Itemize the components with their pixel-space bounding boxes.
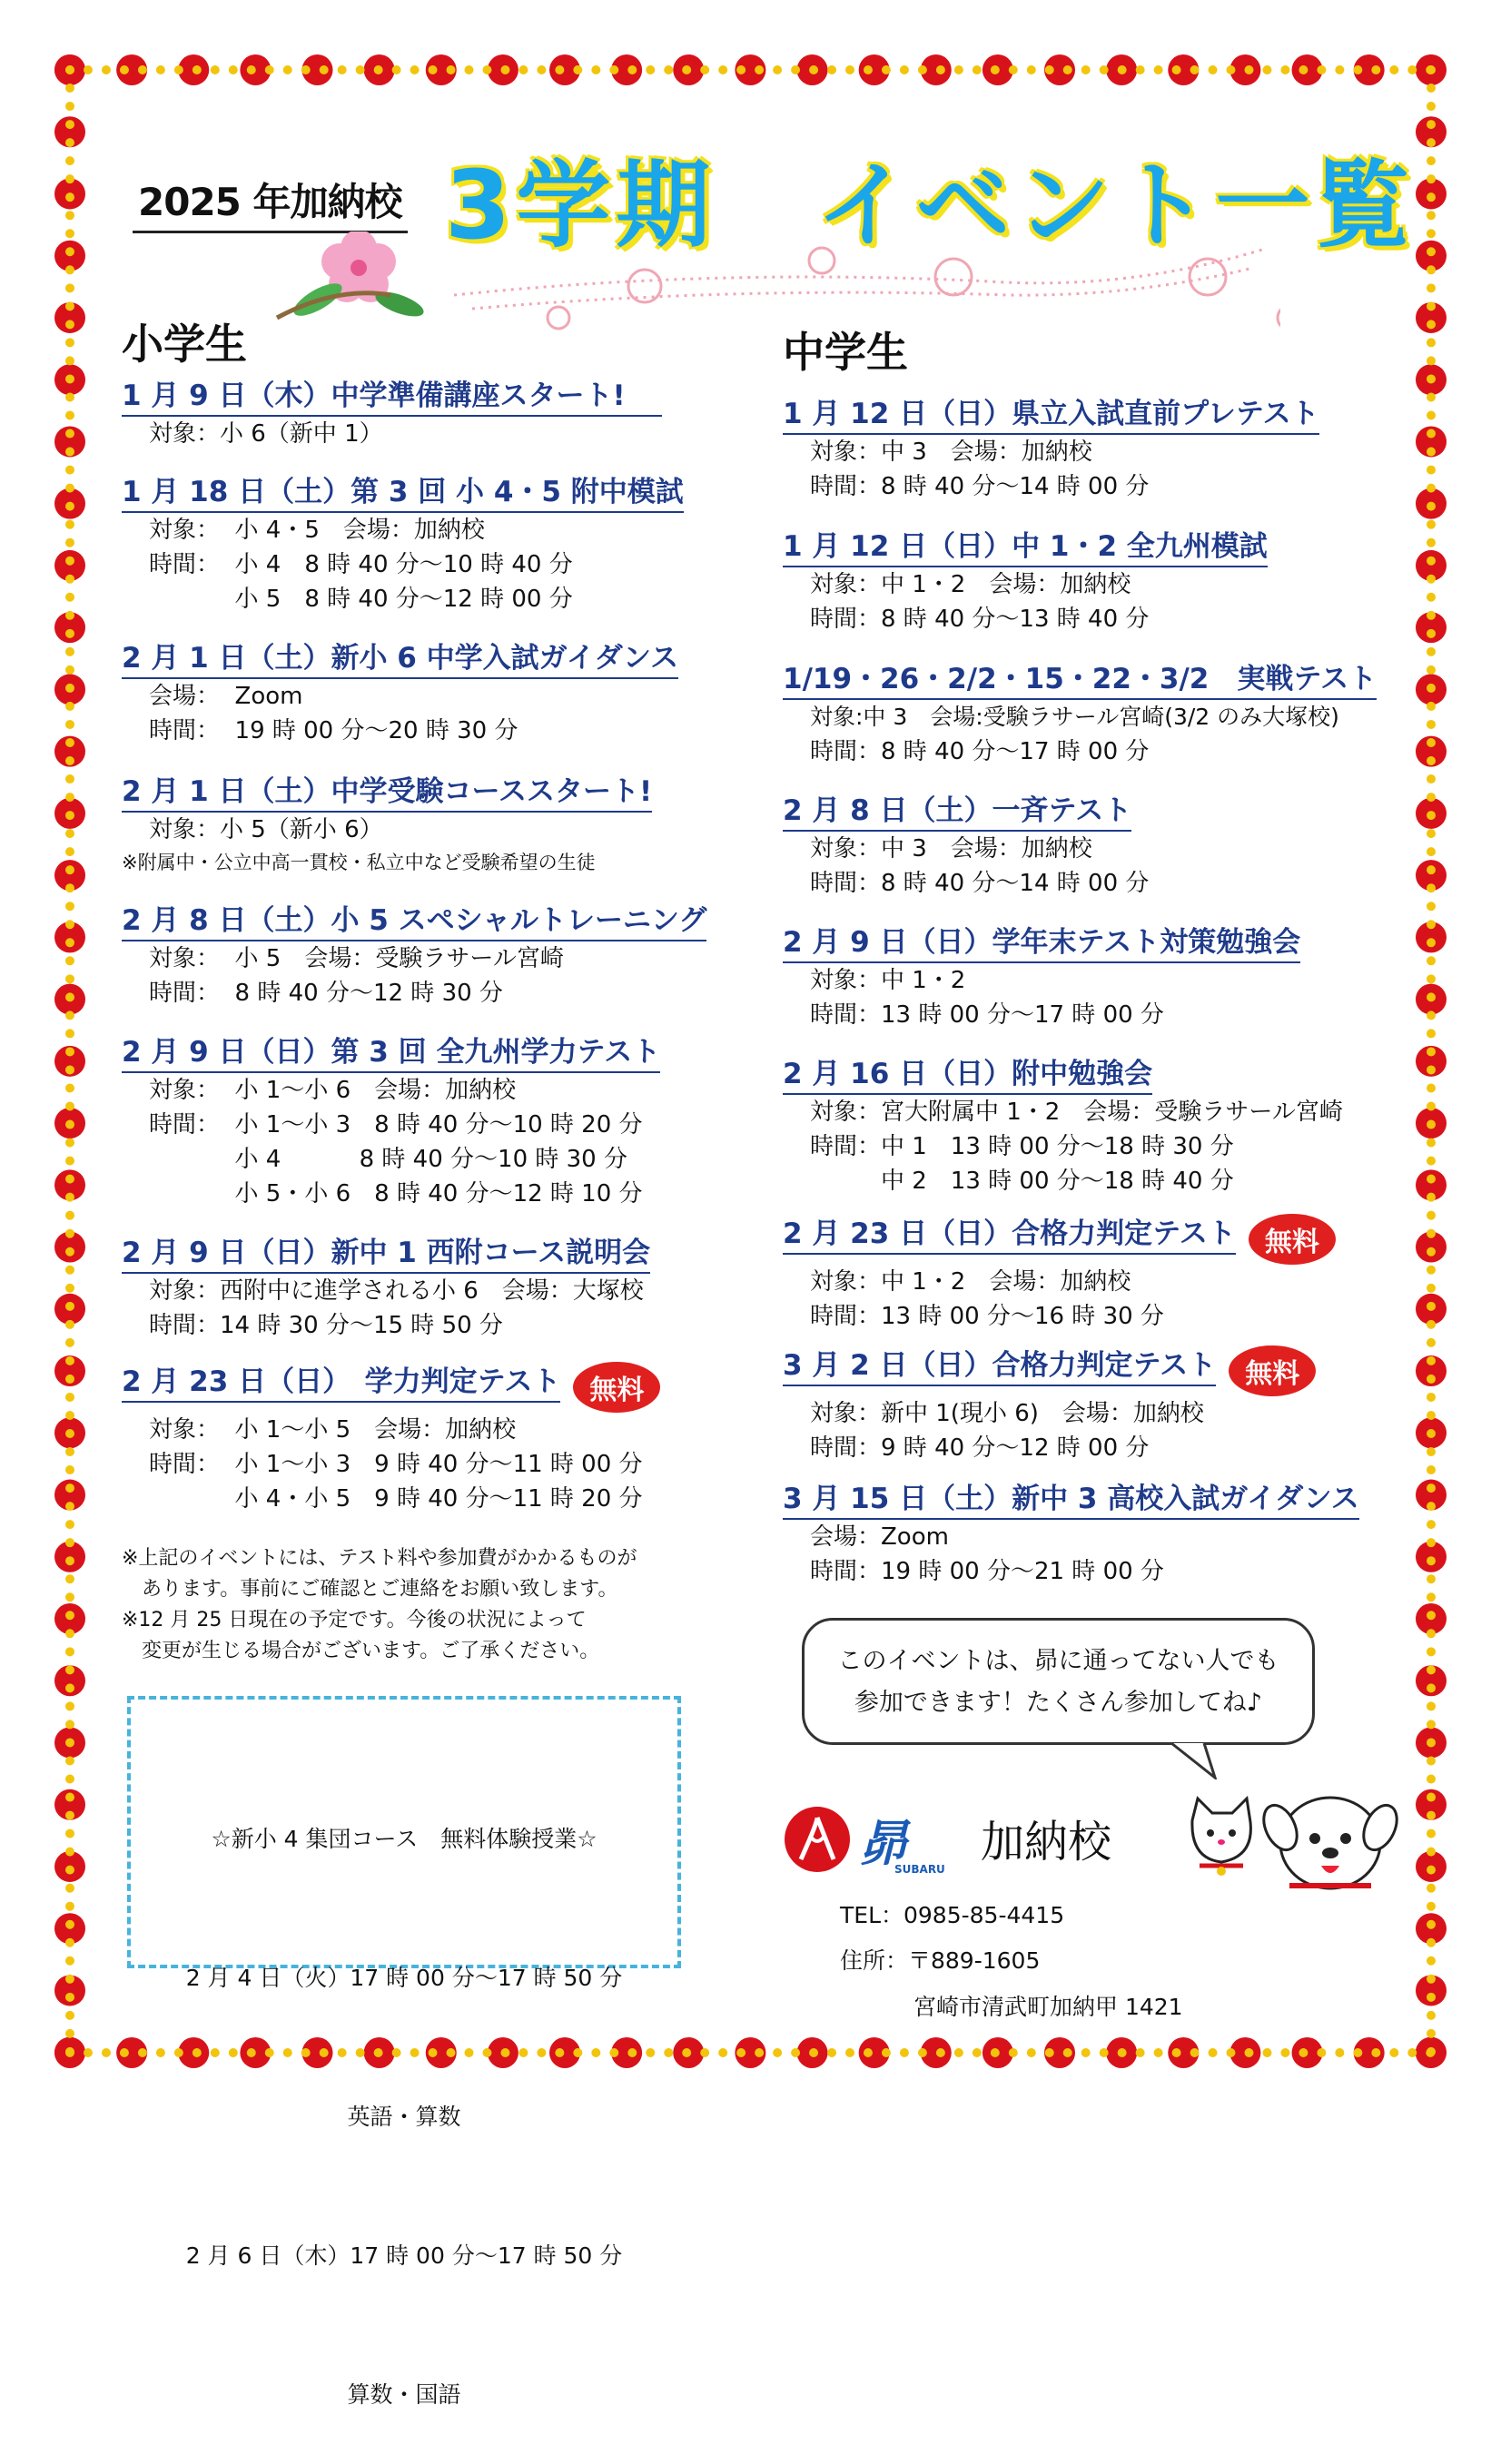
- event-detail: 対象： 小 1〜小 6 会場：加納校: [149, 1077, 517, 1104]
- event-detail: 対象：中 3 会場：加納校: [810, 835, 1092, 862]
- brand-logo-text: 昴: [858, 1815, 907, 1872]
- event-detail: 会場：Zoom: [810, 1523, 949, 1551]
- event-junior-9: [783, 1475, 1359, 1589]
- event-elementary-1: [122, 372, 662, 451]
- event-detail: 時間：8 時 40 分〜14 時 00 分: [810, 870, 1150, 897]
- dog-icon: [1258, 1798, 1403, 1888]
- event-detail: 対象:中 3 会場:受験ラサール宮崎(3/2 のみ大塚校): [810, 704, 1339, 730]
- cat-icon: [1192, 1799, 1251, 1876]
- event-detail: 対象： 小 4・5 会場：加納校: [149, 517, 485, 544]
- page-title: 3学期 イベント一覧: [445, 150, 1416, 261]
- event-detail: 小 5 8 時 40 分〜12 時 00 分: [149, 586, 573, 613]
- event-title: 2 月 9 日（日）第 3 回 全九州学力テスト: [122, 1029, 660, 1073]
- event-detail: 時間：8 時 40 分〜17 時 00 分: [810, 738, 1150, 765]
- event-detail: 対象：小 5（新小 6）: [149, 816, 383, 843]
- trial-line: 2 月 6 日（木）17 時 00 分〜17 時 50 分: [185, 2242, 623, 2269]
- trial-class-box: [127, 1696, 681, 2408]
- school-name: 加納校: [981, 1817, 1112, 1868]
- event-detail: 時間：13 時 00 分〜16 時 30 分: [810, 1302, 1164, 1330]
- event-detail: 対象：小 6（新中 1）: [149, 420, 383, 448]
- event-elementary-8: [122, 1358, 660, 1516]
- bubble-line: このイベントは、昴に通ってない人でも: [837, 1647, 1279, 1675]
- event-junior-6: [783, 1050, 1343, 1198]
- event-title: 2 月 23 日（日） 学力判定テスト: [122, 1358, 560, 1403]
- free-badge: 無料: [1229, 1345, 1316, 1396]
- event-detail: 会場： Zoom: [149, 683, 303, 710]
- event-detail: 時間：13 時 00 分〜17 時 00 分: [810, 1001, 1164, 1029]
- note-line: 変更が生じる場合がございます。ご了承ください。: [122, 1640, 600, 1662]
- event-title: 2 月 1 日（土）新小 6 中学入試ガイダンス: [122, 635, 678, 679]
- event-junior-5: [783, 919, 1300, 1032]
- event-title: 2 月 9 日（日）新中 1 西附コース説明会: [122, 1229, 650, 1274]
- event-title: 2 月 8 日（土）小 5 スペシャルトレーニング: [122, 897, 706, 941]
- note-line: ※12 月 25 日現在の予定です。今後の状況によって: [122, 1609, 587, 1631]
- event-junior-4: [783, 787, 1149, 901]
- event-title: 2 月 9 日（日）学年末テスト対策勉強会: [783, 919, 1300, 963]
- event-elementary-2: [122, 468, 684, 616]
- event-detail: 時間： 小 1〜小 3 9 時 40 分〜11 時 00 分: [149, 1450, 643, 1478]
- trial-title: ☆新小 4 集団コース 無料体験授業☆: [211, 1826, 597, 1852]
- speech-bubble: [802, 1618, 1315, 1745]
- event-detail: 対象：宮大附属中 1・2 会場：受験ラサール宮崎: [810, 1099, 1343, 1126]
- event-title: 1/19・26・2/2・15・22・3/2 実戦テスト: [783, 655, 1377, 700]
- note-line: あります。事前にご確認とご連絡をお願い致します。: [122, 1578, 618, 1601]
- event-junior-7: [783, 1210, 1336, 1334]
- event-detail: 対象： 小 1〜小 5 会場：加納校: [149, 1415, 517, 1444]
- event-junior-8: [783, 1342, 1316, 1465]
- event-detail: 対象： 小 5 会場：受験ラサール宮崎: [149, 945, 564, 972]
- event-junior-1: [783, 390, 1319, 504]
- event-note: ※附属中・公立中高一貫校・私立中など受験希望の生徒: [122, 852, 596, 873]
- event-elementary-6: [122, 1029, 660, 1211]
- event-detail: 時間：8 時 40 分〜14 時 00 分: [810, 473, 1150, 500]
- event-detail: 対象：中 1・2 会場：加納校: [810, 571, 1131, 598]
- event-detail: 対象：中 3 会場：加納校: [810, 439, 1092, 466]
- speech-bubble-tail: [1171, 1741, 1226, 1779]
- contact-address-label: 住所：〒889-1605: [840, 1947, 1041, 1974]
- mascot-cat-dog-icon: [1185, 1793, 1403, 1902]
- event-detail: 時間：19 時 00 分〜21 時 00 分: [810, 1558, 1164, 1585]
- event-elementary-4: [122, 768, 652, 878]
- event-title: 2 月 8 日（土）一斉テスト: [783, 787, 1131, 832]
- event-detail: 時間： 19 時 00 分〜20 時 30 分: [149, 717, 518, 744]
- disclaimer-notes: [122, 1543, 637, 1667]
- event-title: 1 月 12 日（日）県立入試直前プレテスト: [783, 390, 1319, 435]
- event-detail: 対象：新中 1(現小 6) 会場：加納校: [810, 1399, 1204, 1427]
- junior-heading: 中学生: [783, 328, 908, 377]
- trial-line: 英語・算数: [347, 2104, 461, 2130]
- trial-line: 2 月 4 日（火）17 時 00 分〜17 時 50 分: [185, 1965, 623, 1991]
- event-elementary-5: [122, 897, 706, 1010]
- sakura-petal-icon: [548, 248, 1280, 330]
- event-elementary-7: [122, 1229, 650, 1343]
- flower-decoration: [263, 232, 1280, 350]
- subaru-logo-icon: [783, 1805, 852, 1874]
- event-detail: 対象：西附中に進学される小 6 会場：大塚校: [149, 1277, 644, 1305]
- event-title: 1 月 18 日（土）第 3 回 小 4・5 附中模試: [122, 468, 684, 513]
- event-title: 2 月 16 日（日）附中勉強会: [783, 1050, 1152, 1095]
- event-detail: 時間： 小 1〜小 3 8 時 40 分〜10 時 20 分: [149, 1111, 643, 1138]
- event-detail: 時間： 小 4 8 時 40 分〜10 時 40 分: [149, 551, 573, 578]
- note-line: ※上記のイベントには、テスト料や参加費がかかるものが: [122, 1547, 637, 1570]
- free-badge: 無料: [573, 1362, 660, 1413]
- contact-address: 宮崎市清武町加納甲 1421: [913, 1994, 1183, 2020]
- event-detail: 時間：9 時 40 分〜12 時 00 分: [810, 1434, 1150, 1462]
- event-title: 2 月 1 日（土）中学受験コーススタート!: [122, 768, 652, 813]
- event-detail: 小 5・小 6 8 時 40 分〜12 時 10 分: [149, 1180, 643, 1207]
- event-title: 2 月 23 日（日）合格力判定テスト: [783, 1210, 1236, 1255]
- event-junior-2: [783, 523, 1268, 636]
- contact-tel: TEL：0985-85-4415: [840, 1902, 1065, 1928]
- event-title: 3 月 15 日（土）新中 3 高校入試ガイダンス: [783, 1475, 1359, 1520]
- event-title: 3 月 2 日（日）合格力判定テスト: [783, 1342, 1216, 1386]
- elementary-heading: 小学生: [122, 320, 247, 369]
- event-detail: 時間：8 時 40 分〜13 時 40 分: [810, 606, 1150, 633]
- bubble-line: 参加できます！たくさん参加してね♪: [854, 1689, 1263, 1717]
- event-title: 1 月 9 日（木）中学準備講座スタート!: [122, 372, 662, 417]
- brand-logo-sub: SUBARU: [894, 1863, 945, 1876]
- event-elementary-3: [122, 635, 678, 748]
- event-junior-3: [783, 655, 1377, 769]
- event-detail: 対象：中 1・2: [810, 967, 966, 994]
- free-badge: 無料: [1249, 1214, 1336, 1265]
- event-detail: 小 4 8 時 40 分〜10 時 30 分: [149, 1146, 627, 1173]
- event-detail: 時間：14 時 30 分〜15 時 50 分: [149, 1312, 503, 1339]
- event-detail: 小 4・小 5 9 時 40 分〜11 時 20 分: [149, 1484, 643, 1513]
- event-title: 1 月 12 日（日）中 1・2 全九州模試: [783, 523, 1268, 567]
- event-detail: 中 2 13 時 00 分〜18 時 40 分: [810, 1168, 1234, 1195]
- trial-line: 算数・国語: [347, 2381, 461, 2408]
- event-detail: 時間： 8 時 40 分〜12 時 30 分: [149, 980, 503, 1007]
- event-detail: 対象：中 1・2 会場：加納校: [810, 1267, 1131, 1296]
- event-detail: 時間：中 1 13 時 00 分〜18 時 30 分: [810, 1133, 1234, 1160]
- school-year-label: 2025 年加納校: [133, 172, 408, 233]
